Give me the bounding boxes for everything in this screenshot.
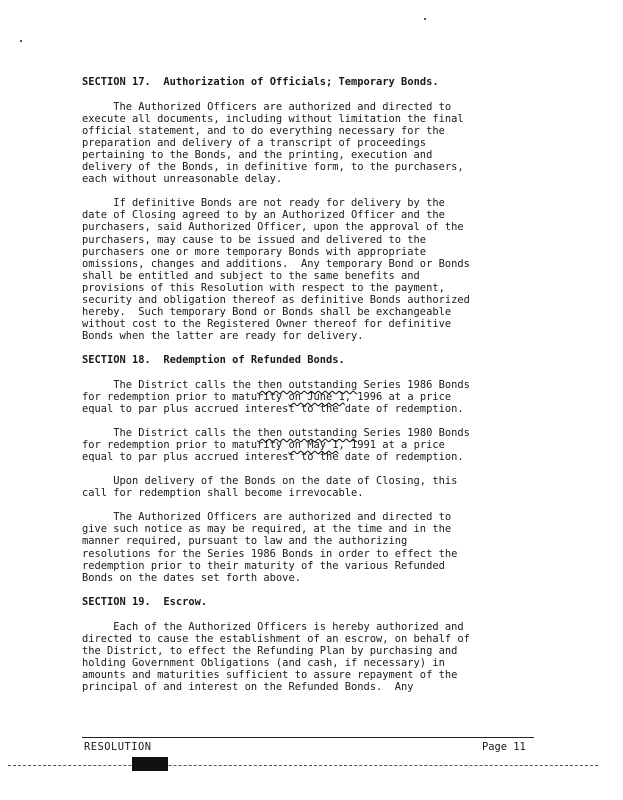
text-line: principal of and interest on the Refunded Bonds. Any [82,680,414,693]
text-line: resolutions for the Series 1986 Bonds in order to effect the [82,547,458,560]
scan-speck [20,40,22,42]
text-line: redemption prior to their maturity of the various Refunded [82,559,445,572]
text-line: pertaining to the Bonds, and the printing, execution and [82,149,433,162]
text-line: omissions, changes and additions. Any temporary Bond or Bonds [82,257,470,270]
text-line: each without unreasonable delay. [82,173,283,186]
text-line: The District calls the then outstanding Series 1980 Bonds [82,427,470,440]
text-line: security and obligation thereof as definitive Bonds authorized [82,293,470,306]
text-line: If definitive Bonds are not ready for delivery by the [82,197,445,210]
text-line: date of Closing agreed to by an Authorized Officer and the [82,209,445,222]
text-line: official statement, and to do everything necessary for the [82,125,445,138]
text-line: call for redemption shall become irrevocable. [82,487,364,500]
text-line: Bonds on the dates set forth above. [82,571,301,584]
text-line: manner required, pursuant to law and the authorizing [82,535,408,548]
text-line: without cost to the Registered Owner thereof for definitive [82,317,452,330]
text-line: Bonds when the latter are ready for delivery. [82,329,364,342]
text-line: amounts and maturities sufficient to assure repayment of the [82,668,458,681]
footer-page-number: Page 11 [482,741,526,753]
text-line: the District, to effect the Refunding Plan by purchasing and [82,644,458,657]
paragraph [82,621,532,693]
section-heading [82,354,532,366]
text-line: purchasers, said Authorized Officer, upon the approval of the [82,221,464,234]
text-line: equal to par plus accrued interest to the date of redemption. [82,403,464,416]
text-line: directed to cause the establishment of an escrow, on behalf of [82,632,470,645]
text-line: purchasers one or more temporary Bonds with appropriate [82,245,427,258]
document-body [82,76,532,705]
section-title: Redemption of Refunded Bonds. [163,353,345,366]
section-title: Authorization of Officials; Temporary Bonds. [163,76,439,88]
text-line: holding Government Obligations (and cash, if necessary) in [82,656,445,669]
text-line: for redemption prior to maturity on May 1, 1991 at a price [82,439,445,452]
text-line: equal to par plus accrued interest to the date of redemption. [82,451,464,464]
text-line: The Authorized Officers are authorized and directed to [82,101,452,114]
paragraph [82,197,532,342]
text-line: hereby. Such temporary Bond or Bonds shall be exchangeable [82,305,452,318]
text-line: Upon delivery of the Bonds on the date of Closing, this [82,475,458,488]
text-line: give such notice as may be required, at the time and in the [82,523,452,536]
footer-document-name: RESOLUTION [84,741,152,753]
section-number: SECTION 17. [82,76,151,88]
paragraph [82,101,532,185]
text-line: provisions of this Resolution with respect to the payment, [82,281,445,294]
text-line: purchasers, may cause to be issued and delivered to the [82,233,427,246]
text-line: The District calls the then outstanding Series 1986 Bonds [82,378,470,391]
section-heading [82,76,532,88]
paragraph [82,379,532,415]
text-line: shall be entitled and subject to the same benefits and [82,269,420,282]
text-line: execute all documents, including without limitation the final [82,113,464,126]
paragraph [82,427,532,463]
text-line: Each of the Authorized Officers is hereby authorized and [82,620,464,633]
section-number: SECTION 18. [82,353,151,366]
text-line: delivery of the Bonds, in definitive form, to the purchasers, [82,161,464,174]
section-heading [82,596,532,608]
text-line: The Authorized Officers are authorized and directed to [82,511,452,524]
section-title: Escrow. [163,595,208,608]
text-line: preparation and delivery of a transcript of proceedings [82,137,427,150]
redaction-block [132,757,168,771]
paragraph [82,511,532,583]
scan-artifact-line [8,765,598,766]
section-number: SECTION 19. [82,595,151,608]
footer-rule [82,737,534,738]
paragraph [82,475,532,499]
scan-speck [424,18,426,20]
text-line: for redemption prior to maturity on June 1, 1996 at a price [82,391,452,404]
